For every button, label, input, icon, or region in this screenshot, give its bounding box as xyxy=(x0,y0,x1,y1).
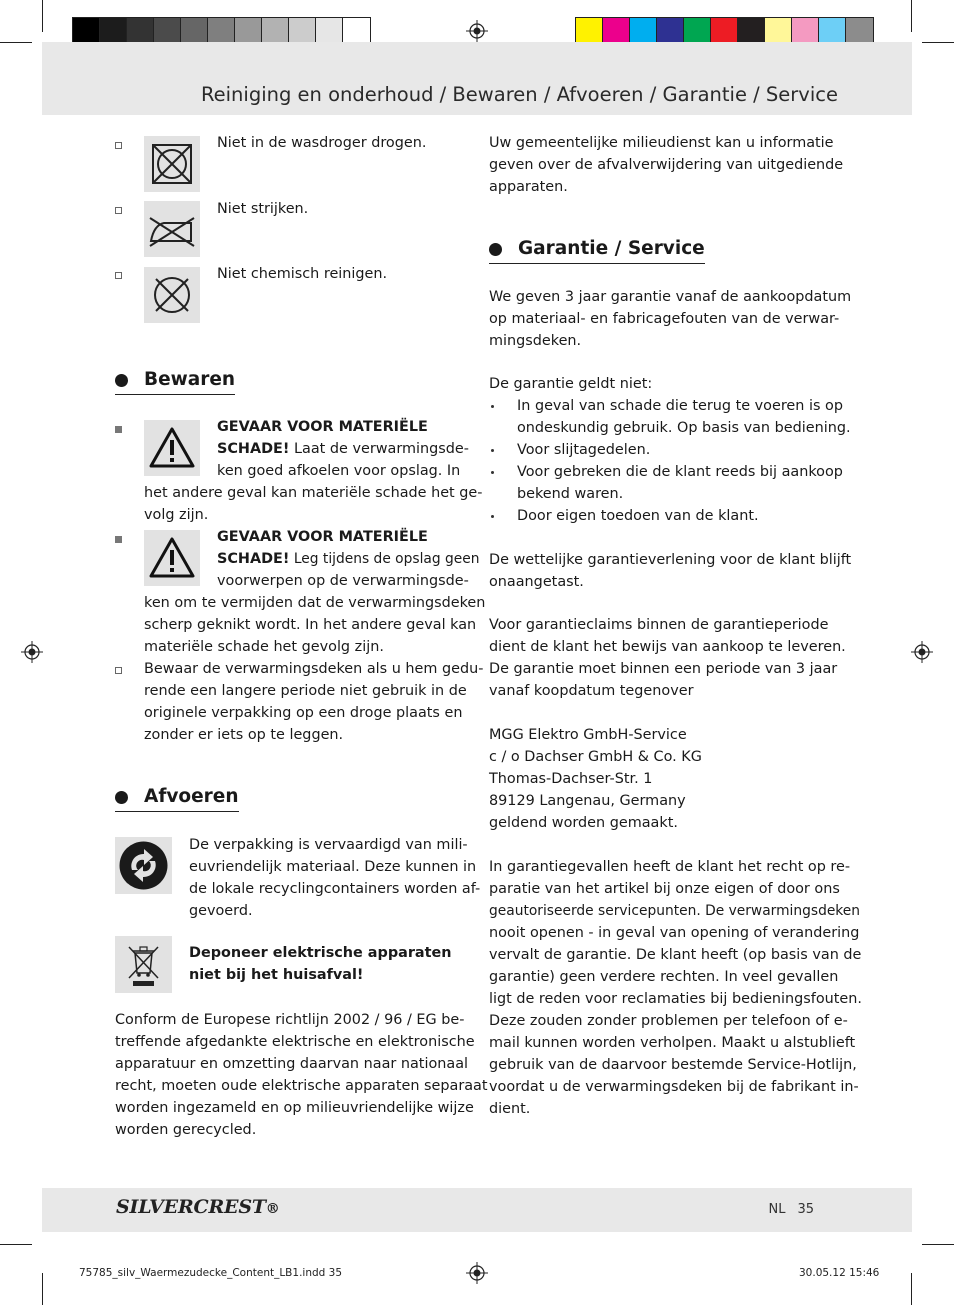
heading-text: Bewaren xyxy=(144,369,236,390)
warning-text: scherp geknikt wordt. In het andere geval kan xyxy=(144,617,477,633)
registration-mark-icon xyxy=(466,20,488,42)
body-text: geven over de afvalverwijdering van uitgediende xyxy=(489,157,844,173)
list-bullet xyxy=(491,515,494,518)
care-text: Niet in de wasdroger drogen. xyxy=(217,135,427,151)
body-text: nooit openen - in geval van opening of verandering xyxy=(489,925,860,941)
warning-triangle-icon xyxy=(144,530,200,586)
care-text: Niet chemisch reinigen. xyxy=(217,266,388,282)
recycle-symbol-box xyxy=(115,837,172,894)
bullet-square xyxy=(115,272,122,279)
body-text: worden gerecycled. xyxy=(115,1122,257,1138)
body-text: De verpakking is vervaardigd van mili- xyxy=(189,837,468,853)
body-text: originele verpakking op een droge plaats en xyxy=(144,705,463,721)
body-text: In garantiegevallen heeft de klant het recht op re- xyxy=(489,859,851,875)
crop-mark xyxy=(922,42,954,43)
body-text: De garantie moet binnen een periode van 3 jaar xyxy=(489,661,838,677)
silvercrest-logo: SILVERCREST® xyxy=(116,1196,280,1218)
body-text: zonder er iets op te leggen. xyxy=(144,727,344,743)
body-text: gebruik van de daarvoor bestemde Service-Hotlijn, xyxy=(489,1057,857,1073)
warning-text: GEVAAR VOOR MATERIËLE xyxy=(217,529,428,545)
warning-box xyxy=(144,530,200,586)
body-text: de lokale recyclingcontainers worden af- xyxy=(189,881,481,897)
body-text: onaangetast. xyxy=(489,574,584,590)
body-text: mail kunnen worden verholpen. Maakt u alstublieft xyxy=(489,1035,856,1051)
no-dry-clean-icon xyxy=(144,267,200,323)
body-text: garantie) geen verdere rechten. In veel gevallen xyxy=(489,969,839,985)
list-item: In geval van schade die terug te voeren is op xyxy=(517,398,843,414)
body-text: Bewaar de verwarmingsdeken als u hem gedu- xyxy=(144,661,484,677)
address-line: c / o Dachser GmbH & Co. KG xyxy=(489,749,702,765)
section-heading-afvoeren xyxy=(115,786,239,812)
body-text: voordat u de verwarmingsdeken bij de fabrikant in- xyxy=(489,1079,859,1095)
bullet-square xyxy=(115,142,122,149)
address-line: 89129 Langenau, Germany xyxy=(489,793,686,809)
warning-text: het andere geval kan materiële schade het ge- xyxy=(144,485,483,501)
warning-text: SCHADE! Leg tijdens de opslag geen xyxy=(217,551,480,567)
body-text: worden ingezameld en op milieuvriendelijke wijze xyxy=(115,1100,474,1116)
body-text: apparaten. xyxy=(489,179,568,195)
no-tumble-dry-icon xyxy=(144,136,200,192)
body-text: Deze zouden zonder problemen per telefoon of e- xyxy=(489,1013,848,1029)
warning-triangle-icon xyxy=(144,420,200,476)
body-text: euvriendelijk materiaal. Deze kunnen in xyxy=(189,859,477,875)
list-item: bekend waren. xyxy=(517,486,624,502)
warning-box xyxy=(144,420,200,476)
page-info xyxy=(768,1199,814,1221)
heading-bullet-icon xyxy=(115,374,128,387)
file-slug: 75785_silv_Waermezudecke_Content_LB1.indd 35 xyxy=(79,1267,343,1279)
green-dot-recycling-icon xyxy=(115,837,172,894)
body-text: rende een langere periode niet gebruik in de xyxy=(144,683,467,699)
weee-warning-text: niet bij het huisafval! xyxy=(189,967,364,983)
warning-text: voorwerpen op de verwarmingsde- xyxy=(217,573,469,589)
crop-mark xyxy=(0,1244,32,1245)
registration-mark-icon xyxy=(911,641,933,663)
body-text: recht, moeten oude elektrische apparaten separaat xyxy=(115,1078,488,1094)
list-bullet xyxy=(491,405,494,408)
care-symbol-box xyxy=(144,267,200,323)
bullet-square xyxy=(115,667,122,674)
crossed-out-bin-icon xyxy=(115,936,172,993)
crop-mark xyxy=(42,0,43,32)
weee-warning-text: Deponeer elektrische apparaten xyxy=(189,945,452,961)
body-text: De wettelijke garantieverlening voor de klant blijft xyxy=(489,552,852,568)
heading-bullet-icon xyxy=(489,243,502,256)
list-item: ondeskundig gebruik. Op basis van bediening. xyxy=(517,420,851,436)
warning-text: volg zijn. xyxy=(144,507,209,523)
bullet-square xyxy=(115,207,122,214)
page-title: Reiniging en onderhoud / Bewaren / Afvoeren / Garantie / Service xyxy=(200,83,838,106)
body-text: treffende afgedankte elektrische en elektronische xyxy=(115,1034,475,1050)
heading-bullet-icon xyxy=(115,791,128,804)
body-text: op materiaal- en fabricagefouten van de verwar- xyxy=(489,311,840,327)
body-text: vanaf koopdatum tegenover xyxy=(489,683,694,699)
address-line: Thomas-Dachser-Str. 1 xyxy=(489,771,653,787)
list-bullet xyxy=(491,449,494,452)
bullet-square xyxy=(115,536,122,543)
body-text: gevoerd. xyxy=(189,903,253,919)
registration-mark-icon xyxy=(21,641,43,663)
crop-mark xyxy=(911,1273,912,1305)
body-text: Conform de Europese richtlijn 2002 / 96 / EG be- xyxy=(115,1012,465,1028)
registration-mark-icon xyxy=(466,1262,488,1284)
address-line: MGG Elektro GmbH-Service xyxy=(489,727,687,743)
warning-text: GEVAAR VOOR MATERIËLE xyxy=(217,419,428,435)
body-text: Uw gemeentelijke milieudienst kan u informatie xyxy=(489,135,834,151)
bullet-square xyxy=(115,426,122,433)
body-text: dient de klant het bewijs van aankoop te leveren. xyxy=(489,639,846,655)
heading-text: Garantie / Service xyxy=(518,238,705,259)
care-text: Niet strijken. xyxy=(217,201,309,217)
body-text: Voor garantieclaims binnen de garantieperiode xyxy=(489,617,829,633)
list-item: Door eigen toedoen van de klant. xyxy=(517,508,759,524)
warning-text: materiële schade het gevolg zijn. xyxy=(144,639,384,655)
section-heading-garantie xyxy=(489,238,705,264)
crop-mark xyxy=(922,1244,954,1245)
care-symbol-box xyxy=(144,201,200,257)
section-heading-bewaren xyxy=(115,369,235,395)
care-symbol-box xyxy=(144,136,200,192)
warning-text: ken om te vermijden dat de verwarmingsdeken xyxy=(144,595,486,611)
body-text: De garantie geldt niet: xyxy=(489,376,653,392)
body-text: vervalt de garantie. De klant heeft (op basis van de xyxy=(489,947,862,963)
no-ironing-icon xyxy=(144,201,200,257)
crop-mark xyxy=(0,42,32,43)
address-line: geldend worden gemaakt. xyxy=(489,815,678,831)
language-code: NL xyxy=(768,1202,786,1217)
crop-mark xyxy=(911,0,912,32)
body-text: apparatuur en omzetting daarvan naar nationaal xyxy=(115,1056,469,1072)
heading-text: Afvoeren xyxy=(144,786,239,807)
body-text: We geven 3 jaar garantie vanaf de aankoopdatum xyxy=(489,289,852,305)
list-item: Voor slijtagedelen. xyxy=(517,442,651,458)
body-text: geautoriseerde servicepunten. De verwarmingsdeken xyxy=(489,903,861,919)
crop-mark xyxy=(42,1273,43,1305)
list-bullet xyxy=(491,471,494,474)
body-text: ligt de reden voor reclamaties bij bedieningsfouten. xyxy=(489,991,862,1007)
weee-symbol-box xyxy=(115,936,172,993)
body-text: paratie van het artikel bij onze eigen of door ons xyxy=(489,881,840,897)
list-item: Voor gebreken die de klant reeds bij aankoop xyxy=(517,464,843,480)
body-text: mingsdeken. xyxy=(489,333,582,349)
page-number: 35 xyxy=(797,1202,814,1217)
footer-band xyxy=(42,1188,912,1232)
date-slug: 30.05.12 15:46 xyxy=(799,1267,880,1279)
warning-text: ken goed afkoelen voor opslag. In xyxy=(217,463,461,479)
warning-text: SCHADE! Laat de verwarmingsde- xyxy=(217,441,469,457)
body-text: dient. xyxy=(489,1101,531,1117)
